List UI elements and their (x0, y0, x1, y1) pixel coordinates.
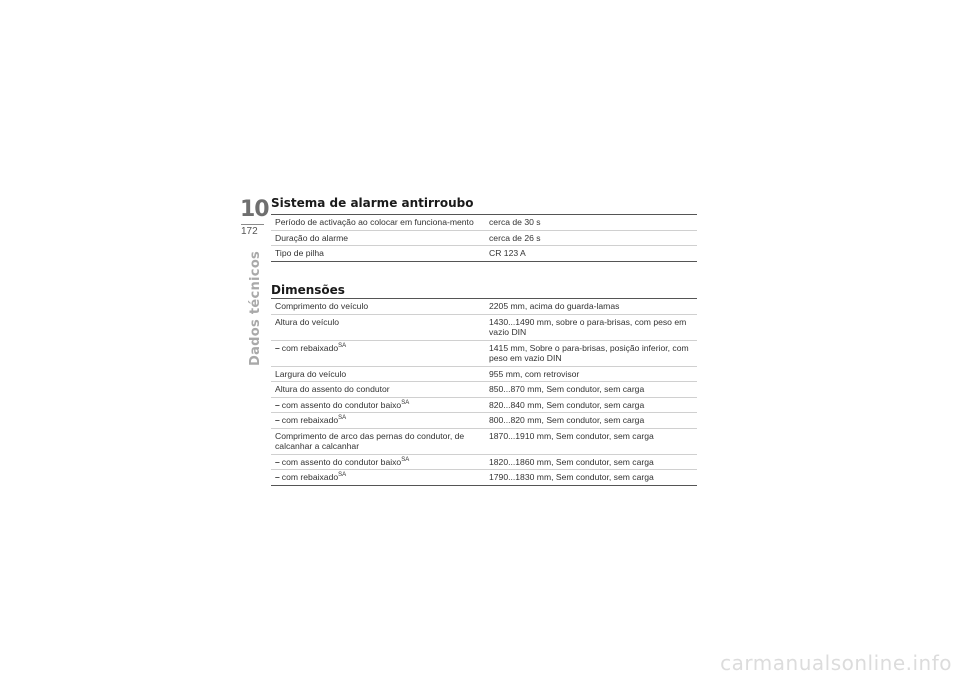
spec-value: 1430...1490 mm, sobre o para-brisas, com peso em vazio DIN (485, 314, 697, 340)
table-row (271, 215, 697, 231)
dimensions-spec-table (271, 298, 697, 486)
spec-label: com assento do condutor baixo (281, 456, 402, 467)
sub-item-dash: – (275, 342, 280, 353)
spec-value: CR 123 A (485, 246, 697, 262)
spec-label-cell (271, 397, 485, 413)
spec-value: 1820...1860 mm, Sem condutor, sem carga (485, 454, 697, 470)
spec-label-cell (271, 215, 485, 231)
table-row (271, 340, 697, 366)
spec-label-cell (271, 246, 485, 262)
spec-label-cell (271, 428, 485, 454)
spec-value: 850...870 mm, Sem condutor, sem carga (485, 382, 697, 398)
spec-label: Largura do veículo (275, 368, 347, 379)
sub-item-dash: – (275, 472, 280, 482)
table-row (271, 230, 697, 246)
spec-label-cell (271, 470, 485, 486)
table-row (271, 366, 697, 382)
spec-label-cell (271, 230, 485, 246)
table-row (271, 470, 697, 486)
sub-item-dash: – (275, 415, 280, 425)
spec-label-cell (271, 299, 485, 315)
spec-label: Período de activação ao colocar em funciona-mento (275, 217, 474, 227)
page-number: 172 (241, 226, 258, 237)
table-row (271, 428, 697, 454)
spec-label-cell (271, 413, 485, 429)
spec-value: cerca de 30 s (485, 215, 697, 231)
spec-label: Comprimento de arco das pernas do condutor, de calcanhar a calcanhar (275, 430, 465, 451)
spec-label: com rebaixado (281, 415, 339, 425)
spec-label: com rebaixado (281, 472, 339, 482)
alarm-spec-table (271, 214, 697, 262)
alarm-section-title: Sistema de alarme antirroubo (271, 196, 474, 210)
chapter-number: 10 (240, 197, 269, 222)
optional-equipment-superscript: SA (338, 342, 347, 349)
table-row (271, 314, 697, 340)
chapter-divider (241, 224, 264, 225)
spec-label-cell (271, 382, 485, 398)
optional-equipment-superscript: SA (401, 399, 410, 406)
watermark: carmanualsonline.info (720, 651, 952, 675)
table-row (271, 397, 697, 413)
spec-label: Duração do alarme (275, 232, 349, 243)
spec-value: 2205 mm, acima do guarda-lamas (485, 299, 697, 315)
sub-item-dash: – (275, 399, 280, 410)
table-row (271, 413, 697, 429)
spec-label: com rebaixado (281, 342, 339, 353)
spec-value: 955 mm, com retrovisor (485, 366, 697, 382)
table-row (271, 299, 697, 315)
dimensions-section-title: Dimensões (271, 283, 345, 297)
spec-label: Altura do veículo (275, 316, 340, 327)
spec-label: Comprimento do veículo (275, 301, 369, 311)
spec-value: 1790...1830 mm, Sem condutor, sem carga (485, 470, 697, 486)
table-row (271, 454, 697, 470)
spec-label-cell (271, 366, 485, 382)
spec-value: 800...820 mm, Sem condutor, sem carga (485, 413, 697, 429)
table-row (271, 382, 697, 398)
spec-label: com assento do condutor baixo (281, 399, 402, 410)
spec-label-cell (271, 314, 485, 340)
spec-value: cerca de 26 s (485, 230, 697, 246)
optional-equipment-superscript: SA (338, 415, 347, 421)
optional-equipment-superscript: SA (401, 456, 410, 463)
spec-label-cell (271, 340, 485, 366)
spec-label: Tipo de pilha (275, 248, 324, 258)
spec-value: 1870...1910 mm, Sem condutor, sem carga (485, 428, 697, 454)
spec-label-cell (271, 454, 485, 470)
spec-label: Altura do assento do condutor (275, 384, 390, 394)
chapter-title-vertical: Dados técnicos (248, 250, 263, 366)
sub-item-dash: – (275, 456, 280, 467)
spec-value: 820...840 mm, Sem condutor, sem carga (485, 397, 697, 413)
optional-equipment-superscript: SA (338, 472, 347, 478)
spec-value: 1415 mm, Sobre o para-brisas, posição inferior, com peso em vazio DIN (485, 340, 697, 366)
table-row (271, 246, 697, 262)
